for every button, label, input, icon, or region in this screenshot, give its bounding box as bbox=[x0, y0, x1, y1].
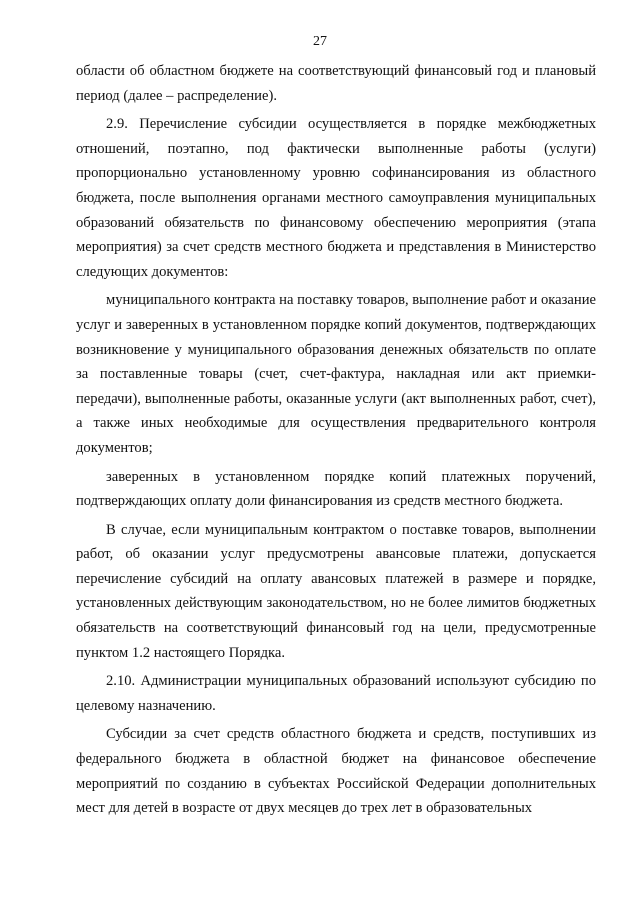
paragraph-contract-documents: муниципального контракта на поставку товаров, выполнение работ и оказание услуг и заверенных в установленном порядке копий документов, подтверждающих возникновение у муниципального образования денежных обязательств по оплате за поставленные товары (счет, счет-фактура, накладная или акт приемки-передачи), выполненные работы, оказанные услуги (акт выполненных работ, счет), а также иных необходимые для осуществления предварительного контроля документов; bbox=[76, 292, 596, 456]
paragraph-payment-orders: заверенных в установленном порядке копий платежных поручений, подтверждающих оплату доли финансирования из средств местного бюджета. bbox=[76, 468, 596, 510]
page-number: 27 bbox=[313, 34, 327, 49]
paragraph-2-9: 2.9. Перечисление субсидии осуществляется в порядке межбюджетных отношений, поэтапно, под фактически выполненные работы (услуги) пропорционально установленному уровню софинансирования из областного бюджета, после выполнения органами местного самоуправления муниципальных образований обязательств по финансовому обеспечению мероприятия (этапа мероприятия) за счет средств местного бюджета и представления в Министерство следующих документов: bbox=[76, 116, 596, 280]
paragraph-continuation: области об областном бюджете на соответствующий финансовый год и плановый период (далее – распределение). bbox=[76, 63, 596, 104]
paragraph-advance-payments: В случае, если муниципальным контрактом о поставке товаров, выполнении работ, об оказании услуг предусмотрены авансовые платежи, допускается перечисление субсидий на оплату авансовых платежей в размере и порядке, установленных действующим законодательством, но не более лимитов бюджетных обязательств на соответствующий финансовый год на цели, предусмотренные пунктом 1.2 настоящего Порядка. bbox=[76, 521, 596, 661]
paragraph-subsidies-federal: Субсидии за счет средств областного бюджета и средств, поступивших из федерального бюджета в областной бюджет на финансовое обеспечение мероприятий по созданию в субъектах Российской Федерации дополнительных мест для детей в возрасте от двух месяцев до трех лет в образовательных bbox=[76, 726, 596, 817]
paragraph-2-10: 2.10. Администрации муниципальных образований используют субсидию по целевому назначению. bbox=[76, 673, 596, 714]
document-body bbox=[76, 59, 596, 821]
